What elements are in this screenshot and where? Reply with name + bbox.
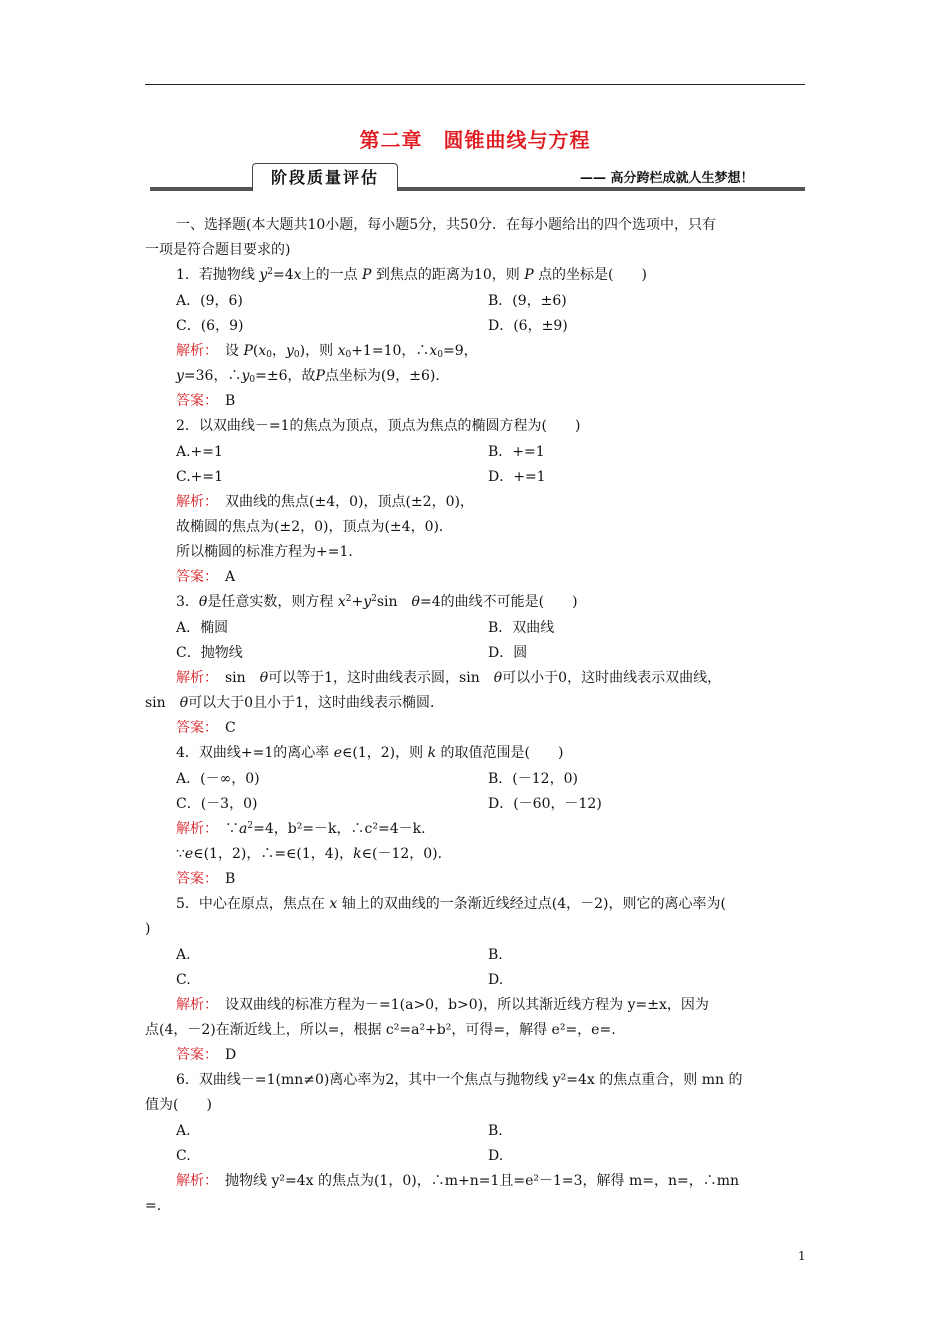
page-number: 1	[798, 1249, 806, 1263]
q5-answer: 答案： D	[176, 1047, 237, 1063]
q3-option-c: C．抛物线	[176, 645, 243, 661]
q5-analysis-1: 解析： 设双曲线的标准方程为－=1(a>0，b>0)，所以其渐近线方程为 y=±x，因为	[176, 997, 709, 1013]
q4-option-d: D．(－60，－12)	[488, 796, 602, 812]
q3-stem: 3．θ是任意实数，则方程 $x^2+y^2\sin$ θ=4的曲线不可能是( )	[176, 594, 578, 610]
q3-option-a: A．椭圆	[176, 620, 229, 636]
q6-option-b: B.	[488, 1123, 503, 1139]
q1-stem: 1．若抛物线 $y^2=4x$上的一点 P 到焦点的距离为10，则 P 点的坐标是( )	[176, 267, 647, 283]
q3-option-b: B．双曲线	[488, 620, 555, 636]
q3-option-d: D．圆	[488, 645, 528, 661]
q1-analysis-2: y=36，$\therefore y_0=\pm 6$，故P点坐标为(9，±6)．	[176, 368, 450, 385]
q1-option-c: C．(6，9)	[176, 318, 244, 334]
q5-option-a: A.	[176, 947, 191, 963]
chapter-title: 第二章 圆锥曲线与方程	[359, 128, 591, 152]
q5-option-d: D.	[488, 972, 504, 988]
q6-stem-2: 值为( )	[145, 1097, 212, 1113]
q3-analysis-1: 解析： sin θ可以等于1，这时曲线表示圆，sin θ可以小于0，这时曲线表示双曲线，	[176, 670, 722, 686]
section-tab: 阶段质量评估	[252, 163, 398, 191]
q4-analysis-1: 解析： $\because a^2=4$，b²=－k，∴c²=4－k.	[176, 821, 426, 837]
top-rule	[145, 84, 805, 85]
q3-answer: 答案： C	[176, 720, 236, 736]
q5-stem-2: )	[145, 921, 151, 937]
slogan: —— 高分跨栏成就人生梦想！	[580, 171, 754, 186]
q2-analysis-2: 故椭圆的焦点为(±2，0)，顶点为(±4，0)．	[176, 519, 453, 535]
q4-answer: 答案： B	[176, 871, 236, 887]
q1-answer: 答案： B	[176, 393, 236, 409]
q4-analysis-2: ∵e∈(1，2)，∴=∈(1，4)，k∈(－12，0)．	[176, 846, 452, 862]
banner-rule	[150, 187, 805, 191]
q2-analysis-1: 解析： 双曲线的焦点(±4，0)，顶点(±2，0)，	[176, 494, 474, 510]
q2-option-c: C.+=1	[176, 469, 224, 485]
intro-line-2: 一项是符合题目要求的)	[145, 242, 291, 258]
q2-option-d: D．+=1	[488, 469, 546, 485]
q4-option-c: C．(－3，0)	[176, 796, 258, 812]
q1-option-d: D．(6，±9)	[488, 318, 568, 334]
q6-option-c: C.	[176, 1148, 191, 1164]
q5-analysis-2: 点(4，－2)在渐近线上，所以=，根据 c²=a²+b²，可得=，解得 e²=，e=.	[145, 1022, 616, 1038]
q2-option-a: A.+=1	[176, 444, 223, 460]
q3-analysis-2: sin θ可以大于0且小于1，这时曲线表示椭圆．	[145, 695, 444, 711]
q2-analysis-3: 所以椭圆的标准方程为+=1.	[176, 544, 353, 560]
q6-option-d: D.	[488, 1148, 504, 1164]
q6-option-a: A.	[176, 1123, 191, 1139]
q2-answer: 答案： A	[176, 569, 236, 585]
q2-stem: 2．以双曲线－=1的焦点为顶点，顶点为焦点的椭圆方程为( )	[176, 418, 581, 434]
q5-option-c: C.	[176, 972, 191, 988]
q4-option-a: A．(－∞，0)	[176, 771, 260, 787]
q1-option-a: A．(9，6)	[176, 293, 243, 309]
q4-stem: 4．双曲线+=1的离心率 e∈(1，2)，则 k 的取值范围是( )	[176, 745, 564, 761]
intro-line-1: 一、选择题(本大题共10小题，每小题5分，共50分．在每小题给出的四个选项中，只有	[176, 217, 716, 233]
q6-analysis-2: =.	[145, 1198, 162, 1214]
q5-option-b: B.	[488, 947, 503, 963]
q6-stem: 6．双曲线－=1(mn≠0)离心率为2，其中一个焦点与抛物线 y²=4x 的焦点重合，则 mn 的	[176, 1072, 743, 1088]
q6-analysis-1: 解析： 抛物线 y²=4x 的焦点为(1，0)，∴m+n=1且=e²－1=3，解得 m=，n=，∴mn	[176, 1173, 740, 1189]
q2-option-b: B．+=1	[488, 444, 545, 460]
q5-stem: 5．中心在原点，焦点在 x 轴上的双曲线的一条渐近线经过点(4，－2)，则它的离心率为(	[176, 896, 726, 912]
q1-analysis-1: 解析： 设 $P(x_0$，$y_0$)，则 $x_0+1=10$，$\therefore x_0=9$，	[176, 343, 478, 360]
q4-option-b: B．(－12，0)	[488, 771, 578, 787]
q1-option-b: B．(9，±6)	[488, 293, 567, 309]
